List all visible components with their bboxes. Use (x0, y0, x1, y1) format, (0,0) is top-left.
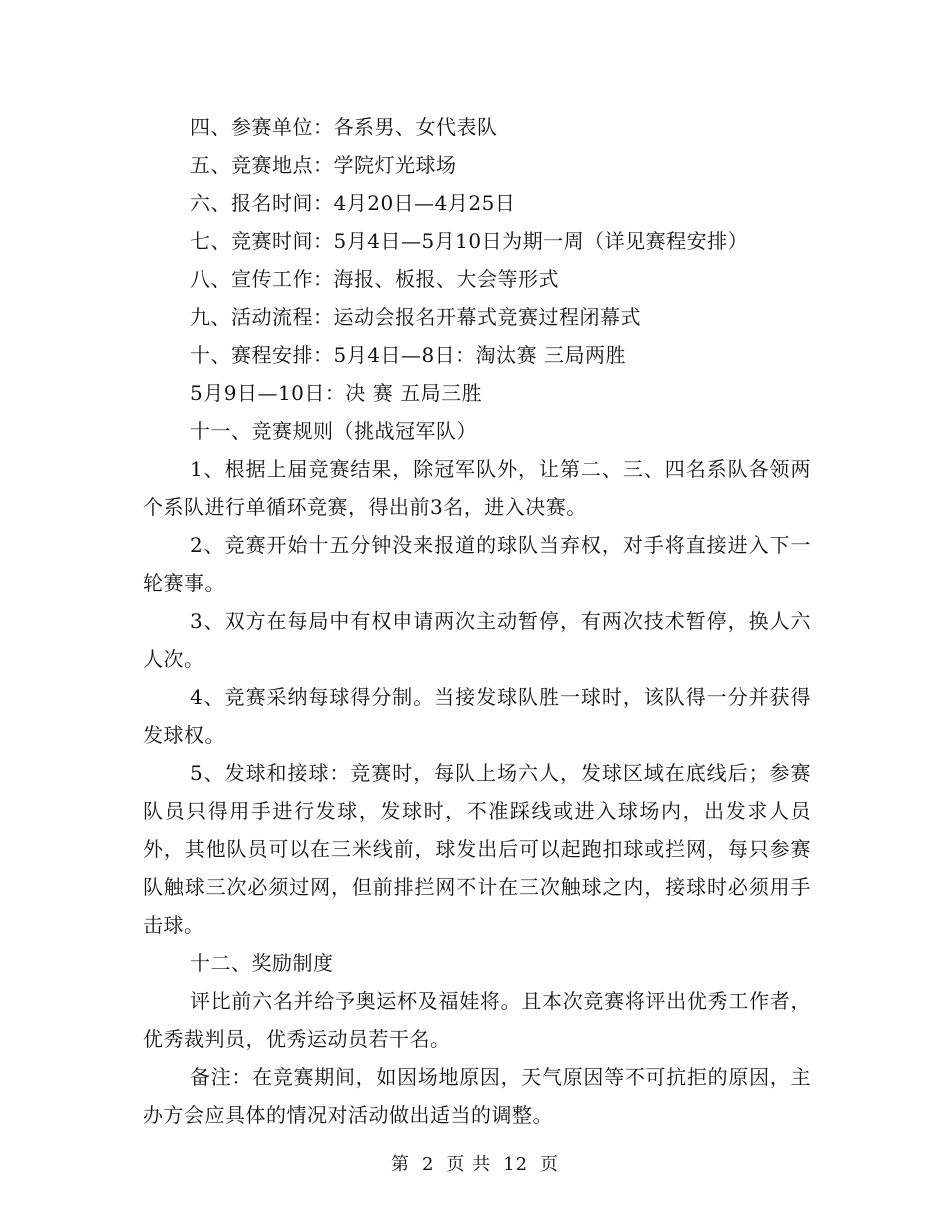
awards-paragraph: 评比前六名并给予奥运杯及福娃将。且本次竞赛将评出优秀工作者，优秀裁判员，优秀运动员若干名。 (143, 989, 811, 1051)
item-competition-time: 七、竞赛时间：5月4日—5月10日为期一周（详见赛程安排） (190, 229, 749, 253)
footer-middle: 页 共 (446, 1154, 492, 1175)
rule-paragraph-3: 3、双方在每局中有权申请两次主动暂停，有两次技术暂停，换人六人次。 (143, 609, 811, 671)
footer-page-number: 2 (421, 1154, 435, 1175)
rule-paragraph-1: 1、根据上届竞赛结果，除冠军队外，让第二、三、四名系队各领两个系队进行单循环竞赛，得出前3名，进入决赛。 (143, 457, 811, 519)
item-schedule: 十、赛程安排：5月4日—8日：淘汰赛 三局两胜 (190, 343, 627, 367)
footer-prefix: 第 (390, 1154, 410, 1175)
rule-paragraph-5: 5、发球和接球：竞赛时，每队上场六人，发球区域在底线后；参赛队员只得用手进行发球，发球时，不准踩线或进入球场内，出发求人员外，其他队员可以在三米线前，球发出后可以起跑扣球或拦网，每只参赛队触球三次必须过网，但前排拦网不计在三次触球之内，接球时必须用手击球。 (143, 761, 811, 937)
section-rules-heading: 十一、竞赛规则（挑战冠军队） (190, 419, 477, 443)
rule-paragraph-2: 2、竞赛开始十五分钟没来报道的球队当弃权，对手将直接进入下一轮赛事。 (143, 533, 811, 595)
item-registration-time: 六、报名时间：4月20日—4月25日 (190, 191, 516, 215)
item-schedule-final: 5月9日—10日：决 赛 五局三胜 (190, 381, 483, 405)
rule-paragraph-4: 4、竞赛采纳每球得分制。当接发球队胜一球时，该队得一分并获得发球权。 (143, 685, 811, 747)
section-awards-heading: 十二、奖励制度 (190, 951, 334, 975)
item-publicity: 八、宣传工作：海报、板报、大会等形式 (190, 267, 559, 291)
page-footer (0, 1150, 950, 1176)
item-activity-flow: 九、活动流程：运动会报名开幕式竞赛过程闭幕式 (190, 305, 641, 329)
item-participants: 四、参赛单位：各系男、女代表队 (190, 115, 498, 139)
footer-suffix: 页 (540, 1154, 560, 1175)
document-body (143, 108, 811, 1134)
item-venue: 五、竞赛地点：学院灯光球场 (190, 153, 457, 177)
note-paragraph: 备注：在竞赛期间，如因场地原因，天气原因等不可抗拒的原因，主办方会应具体的情况对活动做出适当的调整。 (143, 1065, 811, 1127)
footer-total-pages: 12 (503, 1154, 529, 1175)
